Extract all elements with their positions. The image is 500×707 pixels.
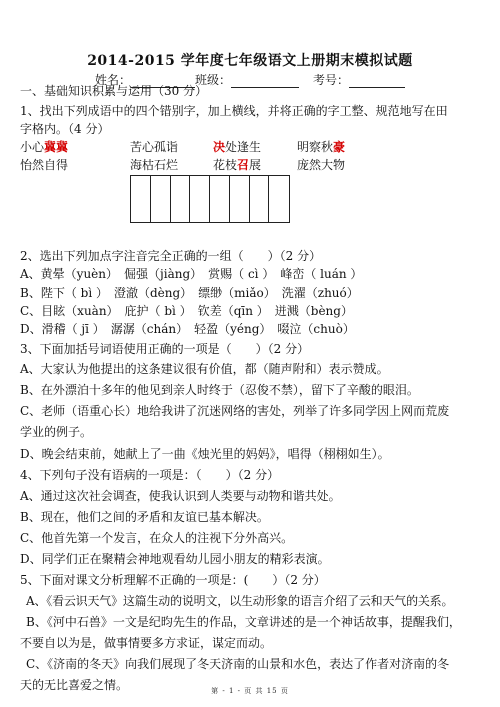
q4-option-c: C、他首先第一个发言，在众人的注视下分外高兴。 (20, 531, 294, 545)
q3-option-c-line2: 学业的例子。 (20, 425, 93, 439)
grid-cell[interactable] (250, 176, 270, 222)
q5-option-b-line1: B、《河中石兽》一文是纪昀先生的作品，文章讲述的是一个神话故事，提醒我们， (26, 615, 461, 629)
q4-option-b: B、现在，他们之间的矛盾和友谊已基本解决。 (20, 510, 269, 524)
idiom-word: 庞然大物 (297, 158, 346, 172)
idiom-word: 决处逢生 (213, 140, 262, 154)
idiom-word: 海枯石烂 (130, 158, 179, 172)
q5-option-c-line1: C、《济南的冬天》向我们展现了冬天济南的山景和水色，表达了作者对济南的冬 (26, 657, 450, 671)
grid-cell[interactable] (269, 176, 289, 222)
q3-option-a: A、大家认为他提出的这条建议很有价值，都（随声附和）表示赞成。 (20, 362, 389, 376)
section-heading: 一、基础知识积累与运用（30 分） (20, 84, 208, 98)
q2-option-d: D、滑稽（ jī ） 潺潺（chán） 轻盈（yéng） 啜泣（chuò） (20, 322, 355, 336)
page-footer: 第 - 1 - 页 共 15 页 (211, 687, 289, 695)
q4-option-d: D、同学们正在聚精会神地观看幼儿园小朋友的精彩表演。 (20, 552, 330, 566)
q2-option-c: C、目眩（xuàn） 庇护（ bì ） 钦差（qīn ） 迸溅（bèng） (20, 304, 353, 318)
grid-cell[interactable] (171, 176, 191, 222)
exam-title: 2014-2015 学年度七年级语文上册期末模拟试题 (87, 53, 413, 69)
grid-cell[interactable] (190, 176, 210, 222)
q3-option-d: D、晚会结束前，她献上了一曲《烛光里的妈妈》，唱得（栩栩如生）。 (20, 447, 390, 461)
number-label: 考号： (313, 73, 350, 87)
q2-stem: 2、选出下列加点字注音完全正确的一组（ ）（2 分） (20, 249, 322, 263)
q5-option-a: A、《看云识天气》这篇生动的说明文，以生动形象的语言介绍了云和天气的关系。 (26, 594, 454, 608)
class-label: 班级： (195, 73, 232, 87)
grid-cell[interactable] (151, 176, 171, 222)
q2-option-b: B、陛下（ bì ） 澄澈（dèng） 缥缈（miǎo） 洗濯（zhuó） (20, 286, 359, 300)
grid-cell[interactable] (210, 176, 230, 222)
q5-stem: 5、下面对课文分析理解不正确的一项是：( ）（2 分） (20, 573, 326, 587)
q4-stem: 4、下列句子没有语病的一项是：（ ）（2 分） (20, 468, 280, 482)
idiom-word: 小心冀冀 (20, 140, 69, 154)
answer-grid[interactable] (130, 175, 290, 223)
idiom-word: 花枝召展 (213, 158, 262, 172)
grid-cell[interactable] (230, 176, 250, 222)
q3-option-c-line1: C、老师（语重心长）地给我讲了沉迷网络的害处，列举了许多同学因上网而荒废 (20, 404, 450, 418)
q3-stem: 3、下面加括号词语使用正确的一项是（ ）（2 分） (20, 342, 310, 356)
idiom-word: 明察秋豪 (297, 140, 346, 154)
q5-option-c-line2: 天的无比喜爱之情。 (20, 678, 129, 692)
name-label: 姓名： (95, 73, 132, 87)
q1-stem-line2: 字格内。（4 分） (20, 122, 110, 136)
q2-option-a: A、黄晕（yuèn） 倔强（jiàng） 赏赐（ cì ） 峰峦（ luán ） (20, 267, 363, 281)
q4-option-a: A、通过这次社会调查，使我认识到人类要与动物和谐共处。 (20, 489, 341, 503)
q3-option-b: B、在外漂泊十多年的他见到亲人时终于（忍俊不禁），留下了辛酸的眼泪。 (20, 383, 419, 397)
idiom-word: 怡然自得 (20, 158, 69, 172)
idiom-word: 苦心孤诣 (130, 140, 179, 154)
q5-option-b-line2: 不要自以为是，做事情要多方求证，谋定而动。 (20, 636, 273, 650)
q1-stem-line1: 1、找出下列成语中的四个错别字，加上横线，并将正确的字工整、规范地写在田 (20, 104, 448, 118)
grid-cell[interactable] (131, 176, 151, 222)
